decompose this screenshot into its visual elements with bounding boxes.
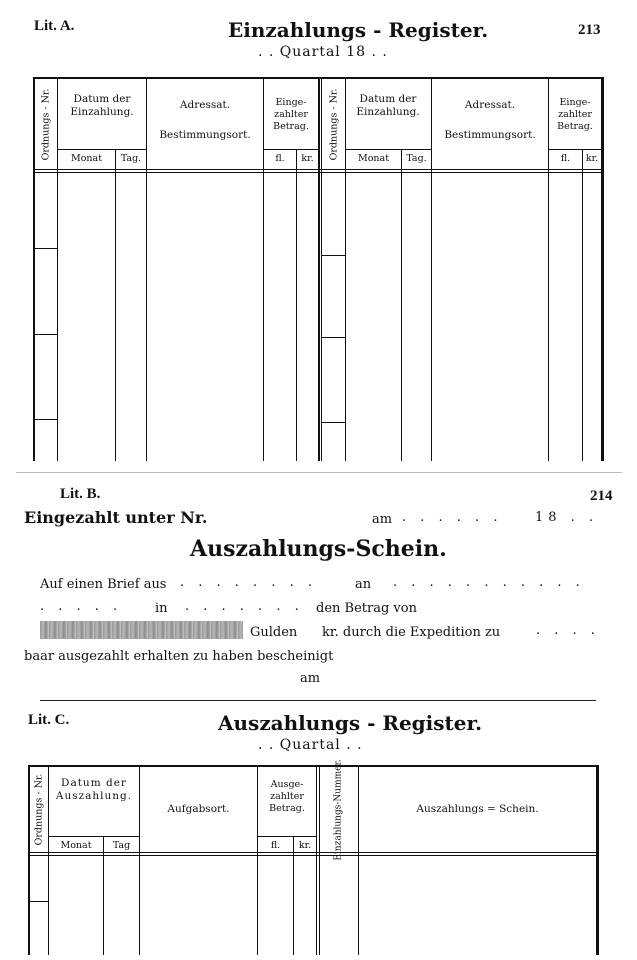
kr-header-right: kr. [585, 153, 599, 164]
ordnungs-nr-header-c: Ordnungs - Nr. [33, 773, 45, 846]
form-line3-dots: . . . . [536, 623, 600, 638]
form-line3-gulden: Gulden [250, 625, 298, 640]
lit-c-label: Lit. C. [28, 712, 70, 728]
form-line3-text: kr. durch die Expedition zu [322, 625, 501, 640]
betrag-header-c: Ausge-zahlter Betrag. [269, 779, 305, 814]
form-line5-am: am [300, 671, 321, 686]
ordnungs-nr-header-left: Ordnungs - Nr. [40, 88, 52, 160]
bestimmungsort-header-left: Bestimmungsort. [159, 129, 251, 141]
form-line4-text: baar ausgezahlt erhalten zu haben bescheinigt [24, 649, 334, 664]
page-number-214: 214 [590, 488, 613, 504]
redacted-amount-block [40, 621, 243, 639]
section-b-divider [40, 700, 596, 701]
page-number-213: 213 [578, 22, 601, 38]
form-line2-betrag: den Betrag von [316, 601, 417, 616]
form-line1-text: Auf einen Brief aus [40, 577, 167, 592]
register-a-table [33, 77, 604, 461]
einzahlungs-register-title: Einzahlungs - Register. [228, 18, 489, 42]
form-line2-dots2: . . . . . . . [185, 599, 304, 614]
fl-header-left: fl. [275, 153, 285, 164]
kr-header-c: kr. [298, 840, 312, 851]
aufgabsort-header: Aufgabsort. [167, 803, 230, 815]
quartal-subtitle-a: . . Quartal 18 . . [258, 44, 388, 60]
auszahlungs-schein-title: Auszahlungs-Schein. [190, 536, 447, 562]
datum-header-left: Datum der Einzahlung. [70, 93, 134, 118]
am-label-b: am [372, 512, 393, 527]
adressat-header-left: Adressat. [179, 99, 231, 111]
kr-header-left: kr. [301, 153, 314, 164]
am-dots-b: . . . . . . [402, 510, 503, 525]
datum-auszahlung-header: Datum der Auszahlung. [55, 777, 133, 802]
lit-a-label: Lit. A. [34, 18, 75, 34]
betrag-header-right: Einge-zahlter Betrag. [557, 97, 593, 132]
tag-header-right: Tag. [406, 153, 427, 164]
form-line2-in: in [155, 601, 168, 616]
auszahlungs-register-title: Auszahlungs - Register. [218, 711, 483, 735]
tag-header-c: Tag [112, 840, 131, 851]
adressat-header-right: Adressat. [464, 99, 516, 111]
fl-header-c: fl. [270, 840, 281, 851]
form-line2-dots1: . . . . . [40, 599, 123, 614]
lit-b-label: Lit. B. [60, 486, 101, 502]
eingezahlt-unter-nr: Eingezahlt unter Nr. [24, 508, 208, 527]
auszahlungs-schein-header: Auszahlungs = Schein. [416, 803, 539, 815]
fl-header-right: fl. [560, 153, 571, 164]
datum-header-right: Datum der Einzahlung. [356, 93, 420, 118]
tag-header-left: Tag. [120, 153, 142, 164]
monat-header-right: Monat [357, 153, 390, 164]
register-c-table [28, 758, 599, 955]
form-line1-dots2: . . . . . . . . . . . [393, 575, 585, 590]
bestimmungsort-header-right: Bestimmungsort. [444, 129, 536, 141]
betrag-header-left: Einge-zahlter Betrag. [273, 97, 309, 132]
ordnungs-nr-header-right: Ordnungs - Nr. [328, 88, 339, 160]
page-separator [16, 472, 622, 473]
quartal-subtitle-c: . . Quartal . . [258, 737, 363, 753]
form-line1-dots1: . . . . . . . . [180, 575, 317, 590]
year-b: 18 . . [535, 510, 599, 525]
einzahlungs-nummer-header: Einzahlungs-Nummer. [334, 758, 344, 861]
monat-header-c: Monat [60, 840, 92, 851]
monat-header-left: Monat [70, 153, 103, 164]
form-line1-an: an [355, 577, 372, 592]
